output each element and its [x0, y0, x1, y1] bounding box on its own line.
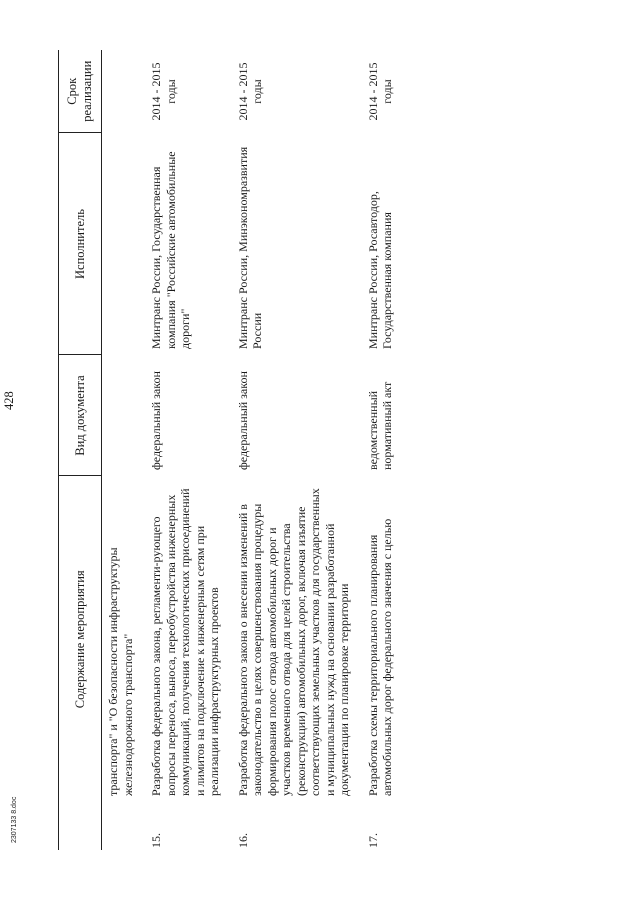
row-term: 2014 - 2015 годы: [149, 62, 178, 121]
header-num: [59, 802, 102, 850]
row-number: 16.: [235, 833, 250, 848]
row-content: транспорта" и "О безопасности инфраструктуры железнодорожного транспорта": [106, 547, 135, 796]
row-number: 15.: [149, 833, 163, 848]
measures-table: [58, 50, 405, 850]
row-executor: Минтранс России, Росавтодор, Государственная компания: [365, 191, 394, 349]
row-term: 2014 - 2015 годы: [365, 62, 394, 121]
row-term: 2014 - 2015 годы: [235, 62, 264, 121]
footer-filename: 2307133 8.doc: [11, 796, 18, 843]
row-executor: [102, 133, 146, 355]
table-row: [145, 50, 232, 850]
row-term: [102, 50, 146, 133]
row-doc-type: ведомственный нормативный акт: [365, 381, 394, 470]
table-row: [362, 50, 405, 850]
row-number: 17.: [365, 833, 380, 848]
header-content: Содержание мероприятия: [59, 476, 102, 802]
row-content: Разработка федерального закона, регламенти-рующего вопросы переноса, выноса, переобустройства инженерных коммуникаций, получения технологических присоединений и лимитов на подключение к инженерным сетям при реализации инфраструктурных проектов: [149, 488, 221, 796]
row-doc-type: [102, 355, 146, 476]
row-content: Разработка федерального закона о внесении изменений в законодательство в целях совершенствования процедуры формирования полос отвода автомобильных дорог и участков временного отвода для целей строительства (реконструкции) автомобильных дорог, включая изъятие соответствующих земельных участков для государственных и муниципальных нужд на основании разработанной документации по планировке территории: [235, 488, 351, 796]
row-doc-type: федеральный закон: [149, 371, 163, 470]
header-doc-type: Вид документа: [59, 355, 102, 476]
row-number: [102, 802, 146, 850]
row-executor: Минтранс России, Минэкономразвития России: [235, 146, 264, 349]
header-executor: Исполнитель: [59, 133, 102, 355]
row-content: Разработка схемы территориального планирования автомобильных дорог федерального значения с целью: [365, 518, 394, 796]
table-row: [232, 50, 362, 850]
table-header-row: [59, 50, 102, 850]
table-row: [102, 50, 146, 850]
row-executor: Минтранс России, Государственная компания "Российские автомобильные дороги": [149, 151, 192, 349]
header-term: Срок реализации: [59, 50, 102, 133]
row-doc-type: федеральный закон: [235, 371, 250, 470]
page-number: 428: [2, 391, 16, 410]
